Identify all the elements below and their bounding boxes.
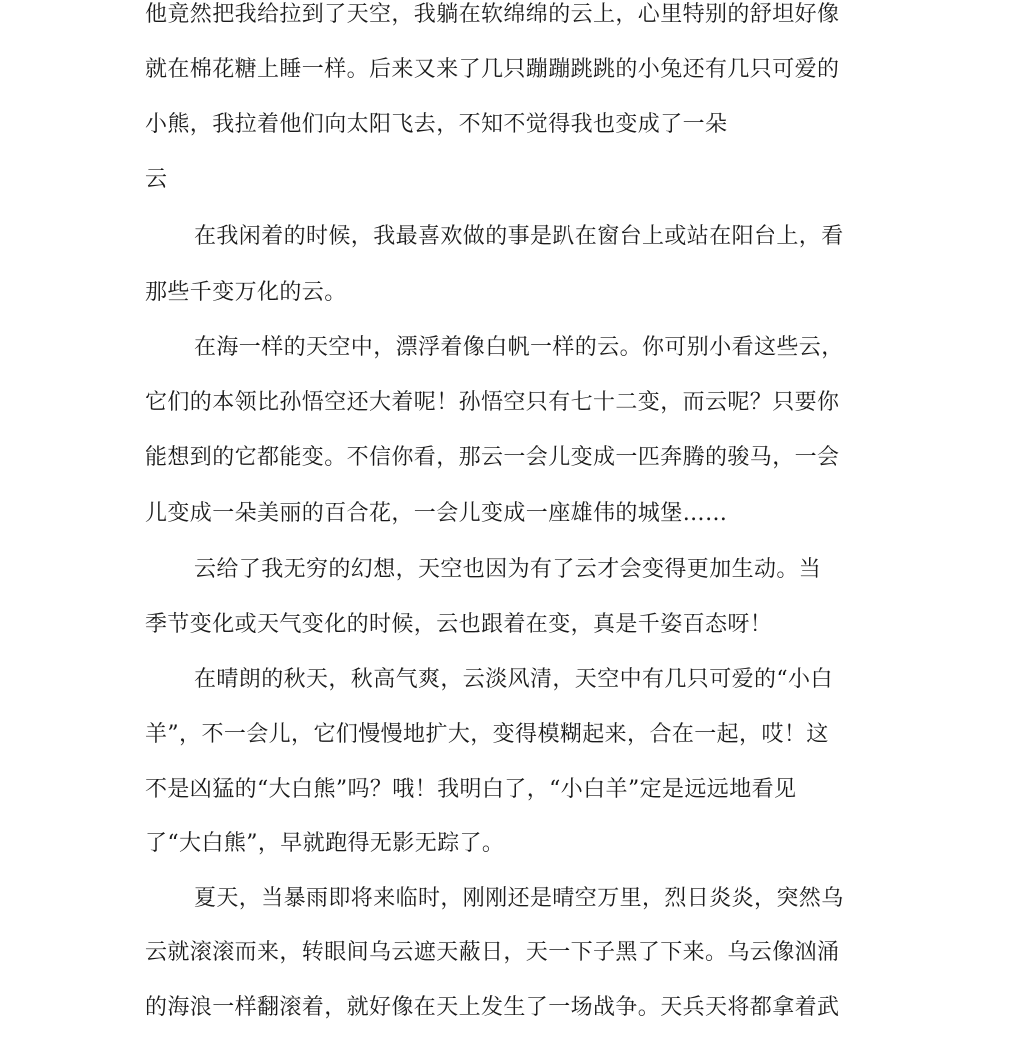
paragraph-first-line: 在我闲着的时候，我最喜欢做的事是趴在窗台上或站在阳台上，看 (194, 224, 844, 249)
text-line: 就在棉花糖上睡一样。后来又来了几只蹦蹦跳跳的小兔还有几只可爱的 (145, 57, 840, 82)
text-line: 能想到的它都能变。不信你看，那云一会儿变成一匹奔腾的骏马，一会 (145, 445, 840, 470)
paragraph-first-line: 云给了我无穷的幻想，天空也因为有了云才会变得更加生动。当 (194, 557, 822, 582)
text-line: 儿变成一朵美丽的百合花，一会儿变成一座雄伟的城堡…… (145, 501, 728, 526)
text-line: 它们的本领比孙悟空还大着呢！孙悟空只有七十二变，而云呢？只要你 (145, 390, 840, 415)
text-line: 云 (145, 167, 168, 192)
paragraph-first-line: 夏天，当暴雨即将来临时，刚刚还是晴空万里，烈日炎炎，突然乌 (194, 886, 844, 911)
paragraph-first-line: 在晴朗的秋天，秋高气爽，云淡风清，天空中有几只可爱的“小白 (194, 667, 833, 692)
text-line: 他竟然把我给拉到了天空，我躺在软绵绵的云上，心里特别的舒坦好像 (145, 2, 840, 27)
text-line: 那些千变万化的云。 (145, 280, 347, 305)
text-line: 不是凶猛的“大白熊”吗？哦！我明白了，“小白羊”定是远远地看见 (145, 777, 797, 802)
text-line: 小熊，我拉着他们向太阳飞去，不知不觉得我也变成了一朵 (145, 112, 728, 137)
text-line: 羊”，不一会儿，它们慢慢地扩大，变得模糊起来，合在一起，哎！这 (145, 722, 829, 747)
paragraph-first-line: 在海一样的天空中，漂浮着像白帆一样的云。你可别小看这些云， (194, 335, 844, 360)
text-line: 季节变化或天气变化的时候，云也跟着在变，真是千姿百态呀！ (145, 612, 773, 637)
text-line: 云就滚滚而来，转眼间乌云遮天蔽日，天一下子黑了下来。乌云像汹涌 (145, 940, 840, 965)
text-line: 了“大白熊”，早就跑得无影无踪了。 (145, 831, 505, 856)
text-line: 的海浪一样翻滚着，就好像在天上发生了一场战争。天兵天将都拿着武 (145, 995, 840, 1020)
